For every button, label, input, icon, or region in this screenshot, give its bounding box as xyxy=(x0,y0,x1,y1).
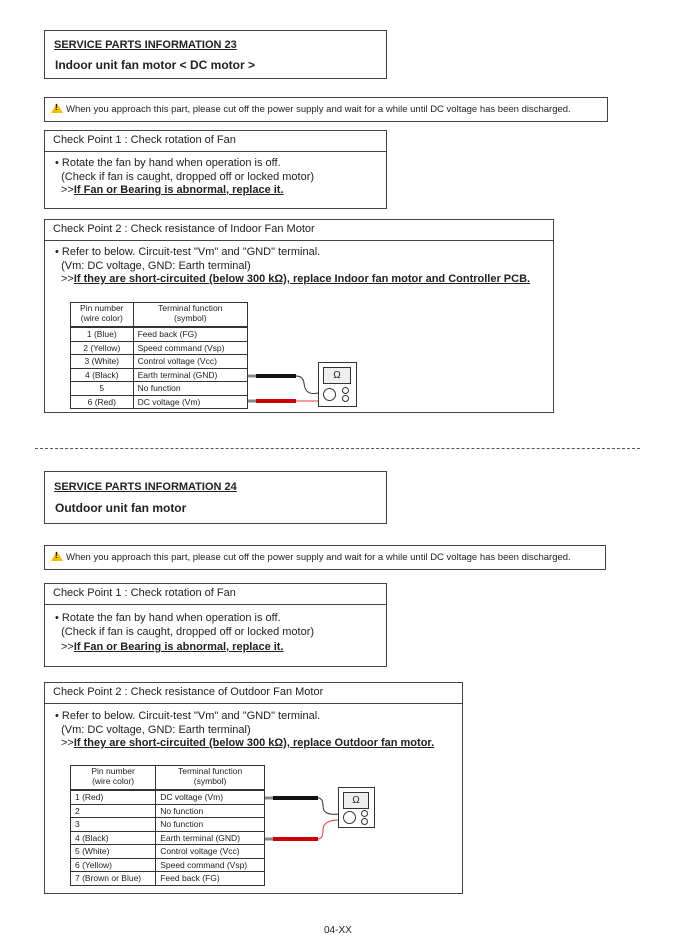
table-row xyxy=(71,845,265,859)
checkpoint-header: Check Point 2 : Check resistance of Outdoor Fan Motor xyxy=(45,683,462,704)
terminal-function: Control voltage (Vcc) xyxy=(156,845,265,859)
pin-number: 2 xyxy=(71,804,156,818)
table-row xyxy=(71,382,248,396)
terminal-function: Earth terminal (GND) xyxy=(156,831,265,845)
warning-text: When you approach this part, please cut off the power supply and wait for a while until DC voltage has been discharged. xyxy=(66,104,571,115)
checkpoint-header: Check Point 1 : Check rotation of Fan xyxy=(45,584,386,605)
terminal-function: Speed command (Vsp) xyxy=(133,341,247,355)
pin-table xyxy=(70,302,248,409)
terminal-function: Earth terminal (GND) xyxy=(133,368,247,382)
section2-subtitle: Outdoor unit fan motor xyxy=(55,501,187,515)
section-divider xyxy=(35,448,640,449)
action-text: If they are short-circuited (below 300 kΩ), replace Indoor fan motor and Controller PCB. xyxy=(73,273,531,285)
line: (Check if fan is caught, dropped off or locked motor) xyxy=(55,170,315,183)
column-header: Pin number (wire color) xyxy=(71,766,156,791)
terminal-function: Control voltage (Vcc) xyxy=(133,355,247,369)
terminal-function: No function xyxy=(156,818,265,832)
section1-warning xyxy=(44,97,608,122)
section1-checkpoint1 xyxy=(44,130,387,209)
line: (Check if fan is caught, dropped off or locked motor) xyxy=(55,625,315,638)
pin-number: 5 (White) xyxy=(71,845,156,859)
section2-title: SERVICE PARTS INFORMATION 24 xyxy=(54,481,237,493)
terminal-function: DC voltage (Vm) xyxy=(133,395,247,409)
table-row xyxy=(71,327,248,341)
action-text: If Fan or Bearing is abnormal, replace it. xyxy=(73,641,284,653)
line: • Rotate the fan by hand when operation is off. xyxy=(55,157,281,169)
table-row xyxy=(71,804,265,818)
table-row xyxy=(71,790,265,804)
warning-icon xyxy=(51,551,63,561)
terminal-function: Feed back (FG) xyxy=(156,872,265,886)
pin-number: 6 (Yellow) xyxy=(71,858,156,872)
action-prefix: >> xyxy=(61,737,74,749)
table-row xyxy=(71,831,265,845)
table-row xyxy=(71,355,248,369)
test-leads xyxy=(265,790,345,846)
pin-number: 2 (Yellow) xyxy=(71,341,134,355)
terminal-function: Speed command (Vsp) xyxy=(156,858,265,872)
table-row xyxy=(71,818,265,832)
terminal-function: Feed back (FG) xyxy=(133,327,247,341)
line: • Refer to below. Circuit-test "Vm" and "GND" terminal. xyxy=(55,710,321,722)
section2-title-box xyxy=(44,471,387,524)
warning-text: When you approach this part, please cut off the power supply and wait for a while until DC voltage has been discharged. xyxy=(66,552,571,563)
ohm-meter xyxy=(318,362,357,407)
pin-number: 1 (Blue) xyxy=(71,327,134,341)
table-row xyxy=(71,872,265,886)
page-number: 04-XX xyxy=(324,925,352,936)
column-header: Pin number (wire color) xyxy=(71,303,134,328)
terminal-function: No function xyxy=(133,382,247,396)
checkpoint-header: Check Point 2 : Check resistance of Indoor Fan Motor xyxy=(45,220,553,241)
section1-subtitle: Indoor unit fan motor < DC motor > xyxy=(55,58,255,72)
test-leads xyxy=(248,368,328,408)
warning-icon xyxy=(51,103,63,113)
line: • Refer to below. Circuit-test "Vm" and "GND" terminal. xyxy=(55,246,321,258)
section1-title: SERVICE PARTS INFORMATION 23 xyxy=(54,39,237,51)
terminal-function: DC voltage (Vm) xyxy=(156,790,265,804)
pin-number: 4 (Black) xyxy=(71,831,156,845)
action-text: If they are short-circuited (below 300 kΩ), replace Outdoor fan motor. xyxy=(73,737,435,749)
line: (Vm: DC voltage, GND: Earth terminal) xyxy=(55,259,251,272)
action-prefix: >> xyxy=(61,641,74,653)
pin-number: 6 (Red) xyxy=(71,395,134,409)
line: (Vm: DC voltage, GND: Earth terminal) xyxy=(55,723,251,736)
table-header xyxy=(71,303,248,328)
meter-display: Ω xyxy=(323,367,351,384)
terminal-function: No function xyxy=(156,804,265,818)
action-text: If Fan or Bearing is abnormal, replace it. xyxy=(73,184,284,196)
action-prefix: >> xyxy=(61,273,74,285)
table-header xyxy=(71,766,265,791)
column-header: Terminal function (symbol) xyxy=(156,766,265,791)
pin-number: 1 (Red) xyxy=(71,790,156,804)
pin-number: 4 (Black) xyxy=(71,368,134,382)
ohm-meter xyxy=(338,787,375,828)
pin-number: 3 xyxy=(71,818,156,832)
meter-display: Ω xyxy=(343,792,369,809)
section1-title-box xyxy=(44,30,387,79)
table-row xyxy=(71,341,248,355)
table-row xyxy=(71,368,248,382)
section2-warning xyxy=(44,545,606,570)
line: • Rotate the fan by hand when operation is off. xyxy=(55,612,281,624)
column-header: Terminal function (symbol) xyxy=(133,303,247,328)
table-row xyxy=(71,858,265,872)
pin-number: 7 (Brown or Blue) xyxy=(71,872,156,886)
pin-table xyxy=(70,765,265,886)
pin-number: 3 (White) xyxy=(71,355,134,369)
pin-number: 5 xyxy=(71,382,134,396)
action-prefix: >> xyxy=(61,184,74,196)
section2-checkpoint1 xyxy=(44,583,387,667)
checkpoint-header: Check Point 1 : Check rotation of Fan xyxy=(45,131,386,152)
table-row xyxy=(71,395,248,409)
